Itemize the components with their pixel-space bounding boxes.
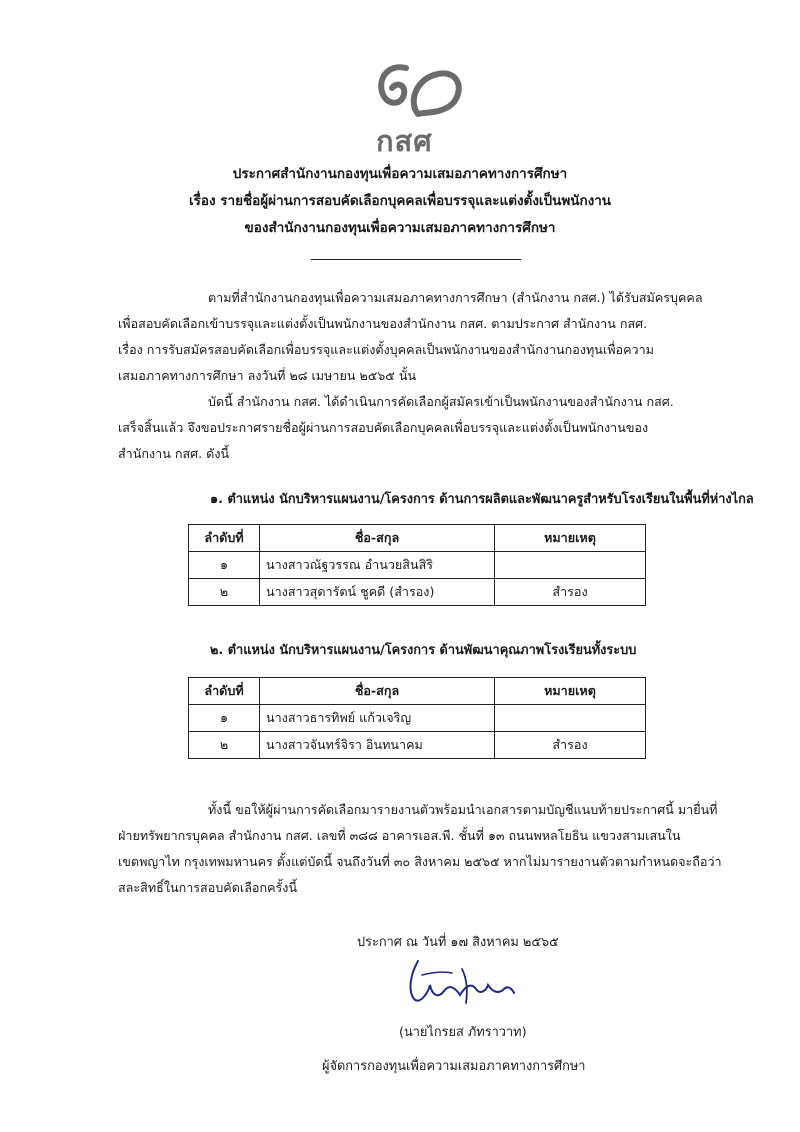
row-name: นางสาวสุดารัตน์ ชูคดี (สำรอง) <box>260 579 495 606</box>
handwritten-signature <box>400 955 520 1015</box>
table-row <box>189 579 646 606</box>
signatory-position: ผู้จัดการกองทุนเพื่อความเสมอภาคทางการศึกษา <box>322 1059 586 1074</box>
table-header-row <box>189 678 646 705</box>
text-line: เรื่อง การรับสมัครสอบคัดเลือกเพื่อบรรจุและแต่งตั้งบุคคลเป็นพนักงานของสำนักงานกองทุนเพื่อความ <box>118 342 654 357</box>
announcement-subject: เรื่อง รายชื่อผู้ผ่านการสอบคัดเลือกบุคคลเพื่อบรรจุและแต่งตั้งเป็นพนักงาน <box>188 193 612 209</box>
text-line: ตามที่สำนักงานกองทุนเพื่อความเสมอภาคทางการศึกษา (สำนักงาน กสศ.) ได้รับสมัครบุคคล <box>208 290 703 305</box>
row-order: ๒ <box>189 579 260 606</box>
text-line: สละสิทธิ์ในการสอบคัดเลือกครั้งนี้ <box>118 880 298 895</box>
col-order-header: ลำดับที่ <box>189 678 260 705</box>
announcement-title: ประกาศสำนักงานกองทุนเพื่อความเสมอภาคทางการศึกษา <box>232 166 568 182</box>
row-note <box>495 705 646 732</box>
row-note: สำรอง <box>495 732 646 759</box>
row-note: สำรอง <box>495 579 646 606</box>
text-line: เสมอภาคทางการศึกษา ลงวันที่ ๒๘ เมษายน ๒๕๖๕ นั้น <box>118 368 417 383</box>
row-name: นางสาวณัฐวรรณ อำนวยสินสิริ <box>260 552 495 579</box>
text-line: เขตพญาไท กรุงเทพมหานคร ตั้งแต่บัดนี้ จนถึงวันที่ ๓๐ สิงหาคม ๒๕๖๕ หากไม่มารายงานตัวตามกำหนดจะถือว่า <box>118 854 722 869</box>
section-1-table <box>188 524 646 606</box>
col-note-header: หมายเหตุ <box>495 678 646 705</box>
intro-paragraph-1 <box>118 285 714 389</box>
logo-text: กสศ <box>376 124 433 158</box>
col-name-header: ชื่อ-สกุล <box>260 525 495 552</box>
col-name-header: ชื่อ-สกุล <box>260 678 495 705</box>
col-order-header: ลำดับที่ <box>189 525 260 552</box>
announcement-subject-cont: ของสำนักงานกองทุนเพื่อความเสมอภาคทางการศึกษา <box>244 220 556 236</box>
table-row <box>189 705 646 732</box>
text-line: เสร็จสิ้นแล้ว จึงขอประกาศรายชื่อผู้ผ่านการสอบคัดเลือกบุคคลเพื่อบรรจุและแต่งตั้งเป็นพนักงานของ <box>118 420 649 435</box>
text-line: สำนักงาน กสศ. ดังนี้ <box>118 446 230 461</box>
text-line: เพื่อสอบคัดเลือกเข้าบรรจุและแต่งตั้งเป็นพนักงานของสำนักงาน กสศ. ตามประกาศ สำนักงาน กสศ. <box>118 316 648 331</box>
eef-logo <box>360 62 470 162</box>
row-order: ๑ <box>189 705 260 732</box>
title-divider <box>311 259 521 260</box>
table-row <box>189 552 646 579</box>
row-note <box>495 552 646 579</box>
section-2-heading: ๒. ตำแหน่ง นักบริหารแผนงาน/โครงการ ด้านพัฒนาคุณภาพโรงเรียนทั้งระบบ <box>210 643 637 658</box>
logo-mark-icon <box>360 62 470 122</box>
table-header-row <box>189 525 646 552</box>
col-note-header: หมายเหตุ <box>495 525 646 552</box>
text-line: ฝ่ายทรัพยากรบุคคล สำนักงาน กสศ. เลขที่ ๓๘๘ อาคารเอส.พี. ชั้นที่ ๑๓ ถนนพหลโยธิน แขวงสามเสนใน <box>118 828 681 843</box>
text-line: ทั้งนี้ ขอให้ผู้ผ่านการคัดเลือกมารายงานตัวพร้อมนำเอกสารตามบัญชีแนบท้ายประกาศนี้ มายื่นที่ <box>208 802 718 817</box>
closing-paragraph <box>118 797 722 901</box>
table-row <box>189 732 646 759</box>
signatory-name: (นายไกรยส ภัทราวาท) <box>399 1025 527 1040</box>
text-line: บัดนี้ สำนักงาน กสศ. ได้ดำเนินการคัดเลือกผู้สมัครเข้าเป็นพนักงานของสำนักงาน กสศ. <box>208 394 674 409</box>
row-name: นางสาวธารทิพย์ แก้วเจริญ <box>260 705 495 732</box>
section-2-table <box>188 677 646 759</box>
row-order: ๑ <box>189 552 260 579</box>
row-name: นางสาวจันทร์จิรา อินทนาคม <box>260 732 495 759</box>
section-1-heading: ๑. ตำแหน่ง นักบริหารแผนงาน/โครงการ ด้านการผลิตและพัฒนาครูสำหรับโรงเรียนในพื้นที่ห่างไกล <box>210 492 754 507</box>
announcement-date: ประกาศ ณ วันที่ ๑๗ สิงหาคม ๒๕๖๕ <box>357 935 559 950</box>
row-order: ๒ <box>189 732 260 759</box>
intro-paragraph-2 <box>118 389 714 467</box>
